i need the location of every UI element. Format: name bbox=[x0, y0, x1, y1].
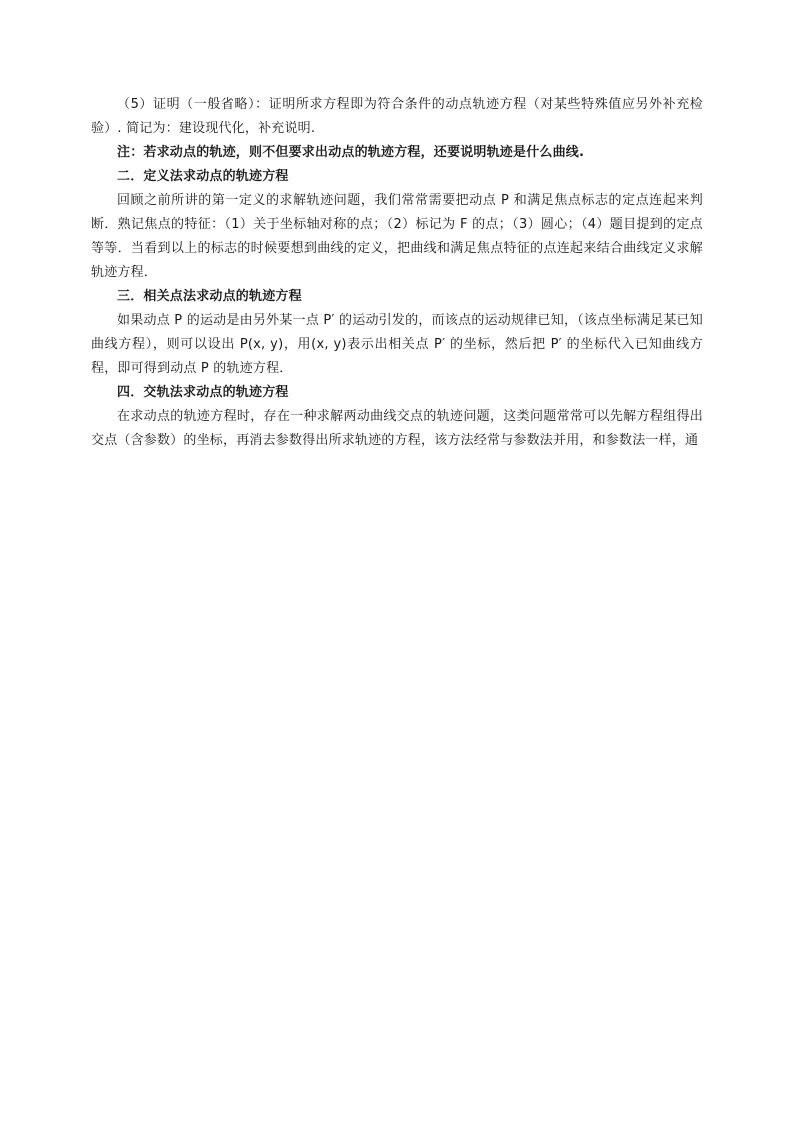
heading-definition-method: 二．定义法求动点的轨迹方程 bbox=[117, 169, 289, 184]
heading-related-point-method: 三．相关点法求动点的轨迹方程 bbox=[117, 289, 302, 304]
heading-intersection-method: 四．交轨法求动点的轨迹方程 bbox=[117, 385, 289, 400]
paragraph-note: 注：若求动点的轨迹，则不但要求出动点的轨迹方程，还要说明轨迹是什么曲线. bbox=[117, 145, 585, 160]
paragraph-related-point-method: 如果动点 P 的运动是由另外某一点 P′ 的运动引发的，而该点的运动规律已知，（该点坐标满足某已知曲线方程），则可以设出 P(x, y)，用(x, y)表示出相关点 P′ 的坐标，然后把 P′ 的坐标代入已知曲线方程，即可得到动点 P 的轨迹方程． bbox=[91, 313, 703, 376]
paragraph-intersection-method: 在求动点的轨迹方程时，存在一种求解两动曲线交点的轨迹问题，这类问题常常可以先解方程组得出交点（含参数）的坐标，再消去参数得出所求轨迹的方程，该方法经常与参数法并用，和参数法一样，通 bbox=[91, 409, 703, 448]
paragraph-proof-step: （5）证明（一般省略）：证明所求方程即为符合条件的动点轨迹方程（对某些特殊值应另外补充检验）. 简记为：建设现代化，补充说明. bbox=[91, 97, 703, 136]
paragraph-definition-method: 回顾之前所讲的第一定义的求解轨迹问题，我们常常需要把动点 P 和满足焦点标志的定点连起来判断．熟记焦点的特征：（1）关于坐标轴对称的点；（2）标记为 F 的点；（3）圆心；（4）题目提到的定点等等．当看到以上的标志的时候要想到曲线的定义，把曲线和满足焦点特征的点连起来结合曲线定义求解轨迹方程． bbox=[91, 193, 703, 280]
document-body bbox=[91, 93, 703, 453]
